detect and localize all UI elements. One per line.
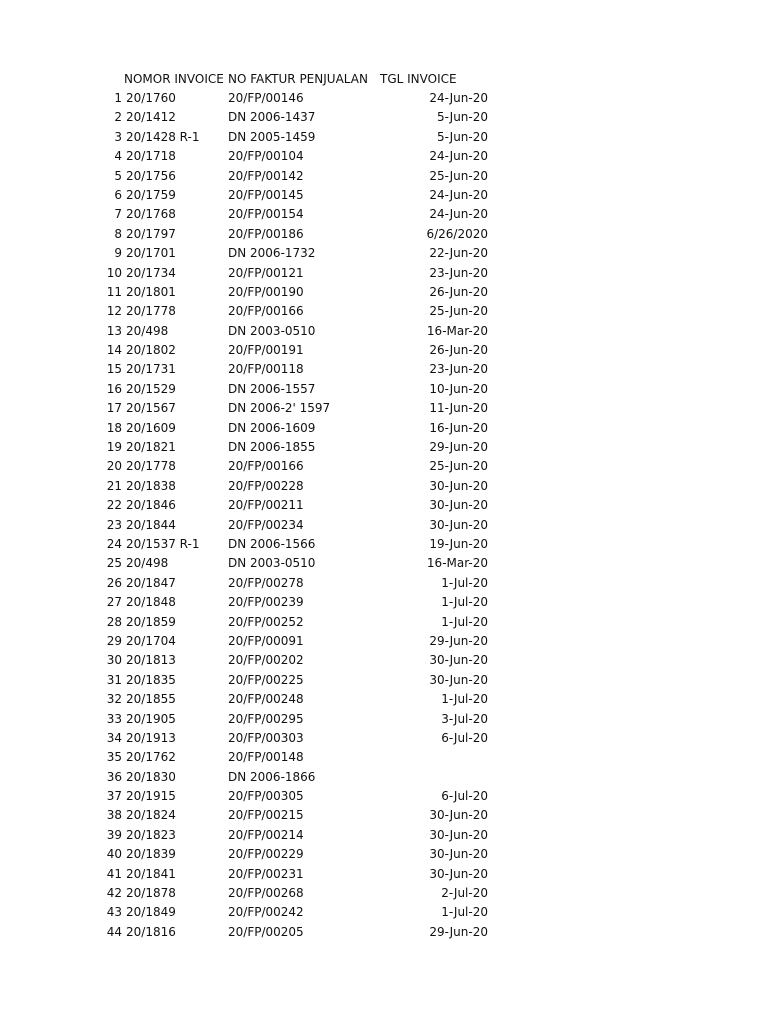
table-row: [0, 554, 768, 573]
row-number: 3: [114, 129, 122, 144]
row-number: 4: [114, 149, 122, 164]
row-number: 37: [106, 789, 122, 804]
header-no-faktur-penjualan: NO FAKTUR PENJUALAN: [228, 72, 368, 86]
row-number: 23: [106, 517, 122, 532]
row-number: 33: [106, 711, 122, 726]
faktur-number: 20/FP/00214: [228, 827, 304, 842]
invoice-number: 20/1838: [126, 478, 176, 493]
table-row: [0, 302, 768, 321]
invoice-date: 30-Jun-20: [429, 866, 488, 881]
invoice-number: 20/1859: [126, 614, 176, 629]
row-number: 19: [106, 440, 122, 455]
table-row: [0, 613, 768, 632]
faktur-number: 20/FP/00104: [228, 149, 304, 164]
invoice-number: 20/1718: [126, 149, 176, 164]
invoice-number: 20/1830: [126, 769, 176, 784]
faktur-number: 20/FP/00118: [228, 362, 304, 377]
invoice-date: 30-Jun-20: [429, 498, 488, 513]
table-row: [0, 787, 768, 806]
row-number: 14: [106, 343, 122, 358]
invoice-number: 20/1428 R-1: [126, 129, 200, 144]
table-row: [0, 322, 768, 341]
invoice-date: 6-Jul-20: [441, 789, 488, 804]
invoice-number: 20/1844: [126, 517, 176, 532]
invoice-date: 29-Jun-20: [429, 924, 488, 939]
row-number: 44: [106, 924, 122, 939]
invoice-date: 23-Jun-20: [429, 265, 488, 280]
table-row: [0, 651, 768, 670]
invoice-date: 1-Jul-20: [441, 692, 488, 707]
invoice-number: 20/1855: [126, 692, 176, 707]
table-row: [0, 710, 768, 729]
faktur-number: 20/FP/00234: [228, 517, 304, 532]
invoice-date: 30-Jun-20: [429, 847, 488, 862]
invoice-number: 20/1756: [126, 168, 176, 183]
faktur-number: 20/FP/00121: [228, 265, 304, 280]
faktur-number: 20/FP/00228: [228, 478, 304, 493]
invoice-number: 20/1823: [126, 827, 176, 842]
faktur-number: DN 2006-2' 1597: [228, 401, 331, 416]
invoice-number: 20/1609: [126, 420, 176, 435]
row-number: 11: [106, 284, 122, 299]
invoice-number: 20/1878: [126, 886, 176, 901]
faktur-number: 20/FP/00211: [228, 498, 304, 513]
row-number: 8: [114, 226, 122, 241]
row-number: 24: [106, 536, 122, 551]
row-number: 38: [106, 808, 122, 823]
invoice-number: 20/1849: [126, 905, 176, 920]
table-row: [0, 748, 768, 767]
faktur-number: DN 2006-1437: [228, 110, 316, 125]
faktur-number: DN 2006-1855: [228, 440, 316, 455]
row-number: 36: [106, 769, 122, 784]
invoice-number: 20/1768: [126, 207, 176, 222]
invoice-date: 30-Jun-20: [429, 827, 488, 842]
table-row: [0, 671, 768, 690]
faktur-number: 20/FP/00148: [228, 750, 304, 765]
row-number: 5: [114, 168, 122, 183]
invoice-date: 30-Jun-20: [429, 517, 488, 532]
invoice-table-body: [0, 89, 768, 942]
column-header-row: [0, 70, 768, 89]
invoice-date: 10-Jun-20: [429, 381, 488, 396]
invoice-date: 30-Jun-20: [429, 672, 488, 687]
row-number: 29: [106, 633, 122, 648]
table-row: [0, 690, 768, 709]
table-row: [0, 341, 768, 360]
invoice-date: 25-Jun-20: [429, 304, 488, 319]
faktur-number: 20/FP/00205: [228, 924, 304, 939]
row-number: 26: [106, 575, 122, 590]
faktur-number: DN 2006-1566: [228, 536, 316, 551]
table-row: [0, 826, 768, 845]
invoice-date: 24-Jun-20: [429, 149, 488, 164]
faktur-number: 20/FP/00248: [228, 692, 304, 707]
row-number: 18: [106, 420, 122, 435]
invoice-number: 20/1529: [126, 381, 176, 396]
faktur-number: 20/FP/00166: [228, 304, 304, 319]
invoice-number: 20/1704: [126, 633, 176, 648]
table-row: [0, 884, 768, 903]
row-number: 10: [106, 265, 122, 280]
table-row: [0, 225, 768, 244]
invoice-date: 24-Jun-20: [429, 207, 488, 222]
table-row: [0, 496, 768, 515]
row-number: 21: [106, 478, 122, 493]
invoice-date: 2-Jul-20: [441, 886, 488, 901]
faktur-number: DN 2006-1557: [228, 381, 316, 396]
invoice-number: 20/1760: [126, 91, 176, 105]
invoice-number: 20/1816: [126, 924, 176, 939]
row-number: 43: [106, 905, 122, 920]
table-row: [0, 729, 768, 748]
table-row: [0, 593, 768, 612]
table-row: [0, 89, 768, 108]
faktur-number: 20/FP/00268: [228, 886, 304, 901]
faktur-number: 20/FP/00231: [228, 866, 304, 881]
table-row: [0, 457, 768, 476]
invoice-number: 20/1731: [126, 362, 176, 377]
table-row: [0, 380, 768, 399]
row-number: 34: [106, 730, 122, 745]
table-row: [0, 360, 768, 379]
invoice-number: 20/1835: [126, 672, 176, 687]
invoice-date: 30-Jun-20: [429, 808, 488, 823]
invoice-number: 20/1905: [126, 711, 176, 726]
row-number: 16: [106, 381, 122, 396]
invoice-date: 5-Jun-20: [437, 129, 488, 144]
table-row: [0, 244, 768, 263]
table-row: [0, 128, 768, 147]
header-tgl-invoice: TGL INVOICE: [380, 72, 457, 86]
faktur-number: 20/FP/00190: [228, 284, 304, 299]
invoice-date: 25-Jun-20: [429, 459, 488, 474]
faktur-number: 20/FP/00303: [228, 730, 304, 745]
table-row: [0, 438, 768, 457]
row-number: 32: [106, 692, 122, 707]
invoice-number: 20/1412: [126, 110, 176, 125]
invoice-date: 30-Jun-20: [429, 653, 488, 668]
table-row: [0, 923, 768, 942]
table-row: [0, 264, 768, 283]
table-row: [0, 632, 768, 651]
table-row: [0, 186, 768, 205]
table-row: [0, 516, 768, 535]
invoice-date: 29-Jun-20: [429, 440, 488, 455]
table-row: [0, 147, 768, 166]
row-number: 6: [114, 187, 122, 202]
row-number: 30: [106, 653, 122, 668]
faktur-number: 20/FP/00242: [228, 905, 304, 920]
faktur-number: DN 2006-1732: [228, 246, 316, 261]
invoice-number: 20/1537 R-1: [126, 536, 200, 551]
invoice-number: 20/1802: [126, 343, 176, 358]
invoice-date: 16-Mar-20: [426, 323, 488, 338]
table-row: [0, 806, 768, 825]
invoice-date: 6-Jul-20: [441, 730, 488, 745]
row-number: 15: [106, 362, 122, 377]
invoice-number: 20/1821: [126, 440, 176, 455]
row-number: 27: [106, 595, 122, 610]
row-number: 41: [106, 866, 122, 881]
invoice-date: 19-Jun-20: [429, 536, 488, 551]
invoice-date: 22-Jun-20: [429, 246, 488, 261]
faktur-number: 20/FP/00252: [228, 614, 304, 629]
table-row: [0, 477, 768, 496]
faktur-number: 20/FP/00229: [228, 847, 304, 862]
row-number: 28: [106, 614, 122, 629]
invoice-date: 30-Jun-20: [429, 478, 488, 493]
invoice-number: 20/1813: [126, 653, 176, 668]
row-number: 9: [114, 246, 122, 261]
row-number: 35: [106, 750, 122, 765]
row-number: 25: [106, 556, 122, 571]
invoice-number: 20/1759: [126, 187, 176, 202]
faktur-number: 20/FP/00278: [228, 575, 304, 590]
faktur-number: 20/FP/00295: [228, 711, 304, 726]
table-row: [0, 167, 768, 186]
table-row: [0, 108, 768, 127]
invoice-number: 20/1778: [126, 459, 176, 474]
faktur-number: DN 2006-1866: [228, 769, 316, 784]
faktur-number: 20/FP/00225: [228, 672, 304, 687]
invoice-number: 20/1848: [126, 595, 176, 610]
row-number: 2: [114, 110, 122, 125]
row-number: 1: [114, 91, 122, 105]
invoice-number: 20/498: [126, 323, 169, 338]
invoice-number: 20/1913: [126, 730, 176, 745]
row-number: 13: [106, 323, 122, 338]
invoice-number: 20/1797: [126, 226, 176, 241]
invoice-date: 26-Jun-20: [429, 343, 488, 358]
invoice-number: 20/1567: [126, 401, 176, 416]
row-number: 22: [106, 498, 122, 513]
invoice-number: 20/1839: [126, 847, 176, 862]
faktur-number: 20/FP/00215: [228, 808, 304, 823]
invoice-number: 20/1841: [126, 866, 176, 881]
invoice-number: 20/1824: [126, 808, 176, 823]
invoice-date: 29-Jun-20: [429, 633, 488, 648]
invoice-number: 20/1701: [126, 246, 176, 261]
invoice-number: 20/1915: [126, 789, 176, 804]
invoice-date: 5-Jun-20: [437, 110, 488, 125]
invoice-date: 26-Jun-20: [429, 284, 488, 299]
faktur-number: 20/FP/00146: [228, 91, 304, 105]
invoice-date: 23-Jun-20: [429, 362, 488, 377]
row-number: 40: [106, 847, 122, 862]
invoice-date: 1-Jul-20: [441, 595, 488, 610]
invoice-date: 24-Jun-20: [429, 187, 488, 202]
invoice-number: 20/498: [126, 556, 169, 571]
table-row: [0, 574, 768, 593]
table-row: [0, 865, 768, 884]
invoice-number: 20/1762: [126, 750, 176, 765]
table-row: [0, 419, 768, 438]
invoice-number: 20/1846: [126, 498, 176, 513]
invoice-date: 1-Jul-20: [441, 905, 488, 920]
invoice-date: 3-Jul-20: [441, 711, 488, 726]
faktur-number: 20/FP/00091: [228, 633, 304, 648]
invoice-date: 1-Jul-20: [441, 614, 488, 629]
faktur-number: 20/FP/00186: [228, 226, 304, 241]
faktur-number: 20/FP/00305: [228, 789, 304, 804]
faktur-number: 20/FP/00202: [228, 653, 304, 668]
invoice-date: 16-Mar-20: [426, 556, 488, 571]
row-number: 12: [106, 304, 122, 319]
invoice-date: 6/26/2020: [426, 226, 488, 241]
table-row: [0, 903, 768, 922]
table-row: [0, 205, 768, 224]
table-row: [0, 283, 768, 302]
row-number: 31: [106, 672, 122, 687]
table-row: [0, 535, 768, 554]
row-number: 42: [106, 886, 122, 901]
faktur-number: 20/FP/00166: [228, 459, 304, 474]
faktur-number: 20/FP/00154: [228, 207, 304, 222]
invoice-date: 25-Jun-20: [429, 168, 488, 183]
faktur-number: DN 2005-1459: [228, 129, 316, 144]
invoice-date: 24-Jun-20: [429, 91, 488, 105]
invoice-date: 16-Jun-20: [429, 420, 488, 435]
table-row: [0, 845, 768, 864]
invoice-number: 20/1847: [126, 575, 176, 590]
invoice-date: 11-Jun-20: [429, 401, 488, 416]
header-nomor-invoice: NOMOR INVOICE: [124, 72, 224, 86]
faktur-number: 20/FP/00142: [228, 168, 304, 183]
faktur-number: 20/FP/00191: [228, 343, 304, 358]
faktur-number: 20/FP/00145: [228, 187, 304, 202]
row-number: 39: [106, 827, 122, 842]
faktur-number: 20/FP/00239: [228, 595, 304, 610]
row-number: 17: [106, 401, 122, 416]
invoice-number: 20/1734: [126, 265, 176, 280]
row-number: 7: [114, 207, 122, 222]
invoice-number: 20/1801: [126, 284, 176, 299]
table-row: [0, 399, 768, 418]
row-number: 20: [106, 459, 122, 474]
faktur-number: DN 2003-0510: [228, 323, 316, 338]
table-row: [0, 768, 768, 787]
invoice-number: 20/1778: [126, 304, 176, 319]
invoice-date: 1-Jul-20: [441, 575, 488, 590]
faktur-number: DN 2006-1609: [228, 420, 316, 435]
faktur-number: DN 2003-0510: [228, 556, 316, 571]
